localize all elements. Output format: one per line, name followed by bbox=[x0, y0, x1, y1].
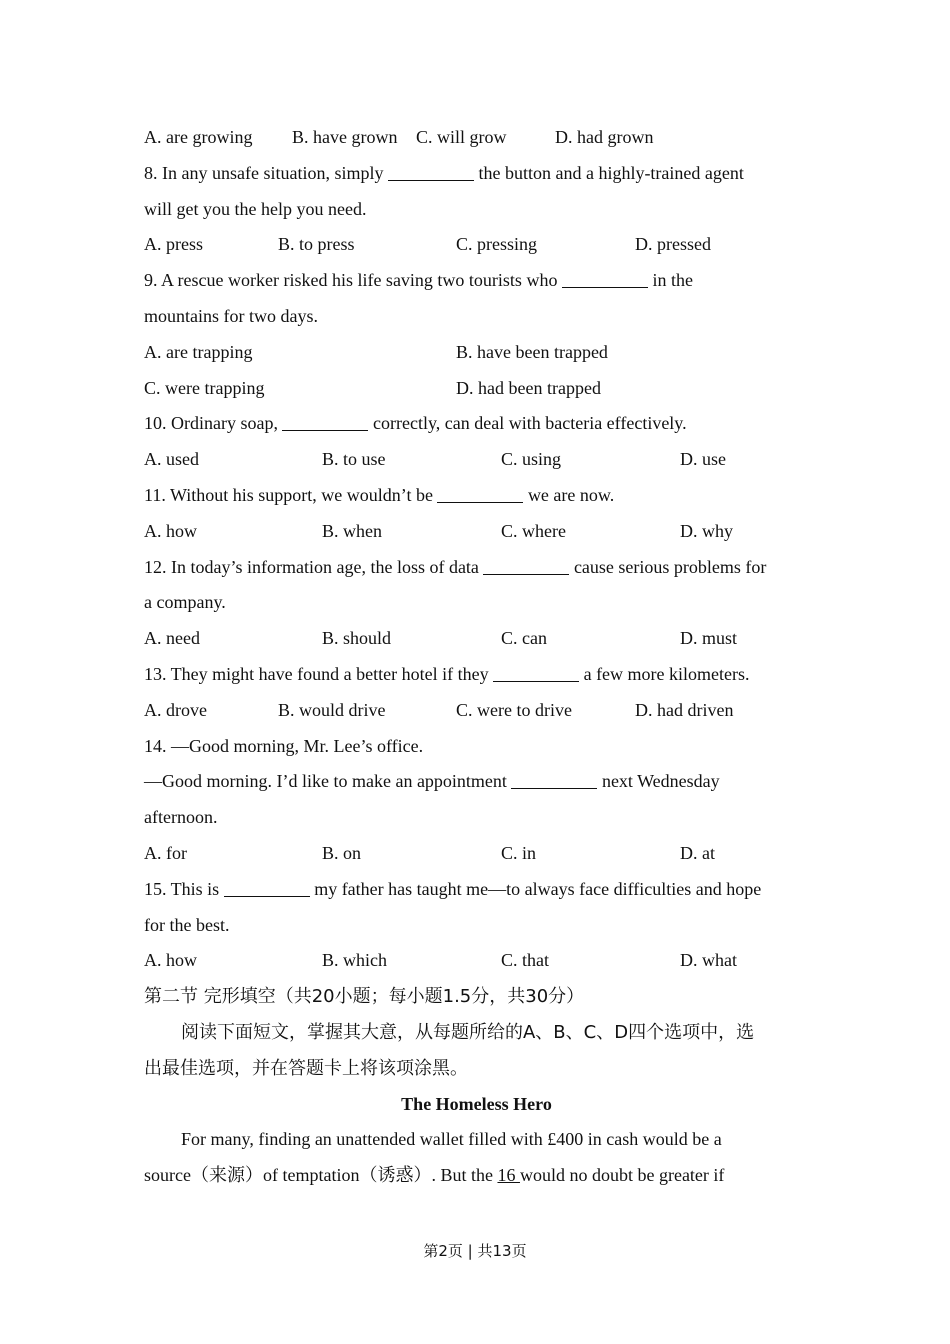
q13-stem-pre: 13. They might have found a better hotel if they bbox=[144, 663, 494, 684]
q14-blank bbox=[511, 768, 597, 789]
q11-blank bbox=[437, 482, 523, 503]
section-instruction-line2: 出最佳选项，并在答题卡上将该项涂黑。 bbox=[144, 1057, 468, 1079]
q13-stem bbox=[144, 657, 809, 693]
q14-stem-post: next Wednesday bbox=[597, 771, 720, 792]
q9-option-d: D. had been trapped bbox=[456, 377, 601, 398]
passage-line2-d: would no doubt be greater if bbox=[519, 1165, 725, 1186]
q14-option-a: A. for bbox=[144, 842, 187, 863]
q9-stem-pre: 9. A rescue worker risked his life saving two tourists who bbox=[144, 270, 562, 291]
q8-stem bbox=[144, 156, 809, 192]
q15-options bbox=[144, 943, 809, 979]
q12-option-d: D. must bbox=[680, 628, 738, 649]
q13-option-a: A. drove bbox=[144, 699, 207, 720]
q12-option-c: C. can bbox=[501, 628, 547, 649]
q15-option-d: D. what bbox=[680, 950, 737, 971]
q8-option-c: C. pressing bbox=[456, 234, 537, 255]
q14-option-c: C. in bbox=[501, 842, 537, 863]
q8-option-d: D. pressed bbox=[635, 234, 711, 255]
q15-option-a: A. how bbox=[144, 950, 197, 971]
q8-stem-line2: will get you the help you need. bbox=[144, 198, 367, 219]
section-instruction-line1: 阅读下面短文，掌握其大意，从每题所给的A、B、C、D四个选项中，选 bbox=[181, 1021, 755, 1043]
q15-stem bbox=[144, 872, 809, 908]
q11-stem-pre: 11. Without his support, we wouldn’t be bbox=[144, 484, 438, 505]
q8-stem-post: the button and a highly-trained agent bbox=[473, 162, 744, 183]
q12-options bbox=[144, 621, 809, 657]
q12-stem-post: cause serious problems for bbox=[569, 556, 767, 577]
q15-option-b: B. which bbox=[322, 950, 387, 971]
q13-option-b: B. would drive bbox=[278, 699, 386, 720]
q9-option-b: B. have been trapped bbox=[456, 341, 608, 362]
q8-options bbox=[144, 227, 809, 263]
q8-option-a: A. press bbox=[144, 234, 203, 255]
q13-option-d: D. had driven bbox=[635, 699, 734, 720]
q14-stem-pre: —Good morning. I’d like to make an appointment bbox=[144, 771, 512, 792]
passage-title: The Homeless Hero bbox=[401, 1093, 552, 1114]
q14-stem-line3: afternoon. bbox=[144, 807, 218, 828]
q10-blank bbox=[282, 410, 368, 431]
q12-stem-line2: a company. bbox=[144, 592, 226, 613]
q11-option-c: C. where bbox=[501, 520, 566, 541]
q15-stem-line2: for the best. bbox=[144, 914, 230, 935]
q9-stem-line2: mountains for two days. bbox=[144, 305, 318, 326]
q7-option-b: B. have grown bbox=[292, 127, 398, 147]
q10-option-a: A. used bbox=[144, 449, 199, 470]
q10-option-b: B. to use bbox=[322, 449, 386, 470]
q9-blank bbox=[562, 267, 648, 288]
section-heading: 第二节 完形填空（共20小题；每小题1.5分，共30分） bbox=[144, 986, 585, 1008]
page-footer: 第2页 | 共13页 bbox=[423, 1242, 527, 1260]
passage-line2-b: of temptation bbox=[262, 1165, 360, 1186]
q7-options bbox=[144, 120, 809, 156]
passage-gloss-source: （来源） bbox=[190, 1165, 263, 1187]
q11-stem bbox=[144, 478, 809, 514]
q11-option-b: B. when bbox=[322, 520, 382, 541]
q14-stem-line1: 14. —Good morning, Mr. Lee’s office. bbox=[144, 735, 424, 756]
q10-options bbox=[144, 442, 809, 478]
q12-stem-pre: 12. In today’s information age, the loss of data bbox=[144, 556, 484, 577]
q11-options bbox=[144, 514, 809, 550]
q9-option-a: A. are trapping bbox=[144, 341, 253, 362]
q15-stem-pre: 15. This is bbox=[144, 878, 224, 899]
q9-stem bbox=[144, 263, 809, 299]
q10-option-c: C. using bbox=[501, 449, 562, 470]
passage-line2 bbox=[144, 1158, 809, 1194]
q15-blank bbox=[224, 876, 310, 897]
exam-page bbox=[144, 120, 809, 1194]
passage-line2-c: . But the bbox=[431, 1165, 498, 1186]
passage-gloss-temptation: （诱惑） bbox=[359, 1165, 432, 1187]
q13-blank bbox=[493, 661, 579, 682]
q15-stem-post: my father has taught me—to always face difficulties and hope bbox=[309, 878, 762, 899]
q10-option-d: D. use bbox=[680, 449, 726, 470]
q10-stem-post: correctly, can deal with bacteria effectively. bbox=[368, 413, 687, 434]
q8-stem-pre: 8. In any unsafe situation, simply bbox=[144, 162, 388, 183]
q7-option-a: A. are growing bbox=[144, 127, 253, 147]
q13-option-c: C. were to drive bbox=[456, 699, 572, 720]
q11-option-a: A. how bbox=[144, 520, 197, 541]
q12-option-b: B. should bbox=[322, 628, 392, 649]
q8-blank bbox=[388, 160, 474, 181]
blank-number-16: 16 bbox=[497, 1165, 520, 1186]
passage-line1: For many, finding an unattended wallet filled with £400 in cash would be a bbox=[181, 1129, 722, 1150]
q8-option-b: B. to press bbox=[278, 234, 355, 255]
q7-option-c: C. will grow bbox=[416, 127, 507, 147]
q9-options-row2 bbox=[144, 371, 809, 407]
q9-options-row1 bbox=[144, 335, 809, 371]
q14-options bbox=[144, 836, 809, 872]
q13-options bbox=[144, 693, 809, 729]
passage-line2-a: source bbox=[144, 1165, 191, 1186]
q14-option-d: D. at bbox=[680, 842, 715, 863]
q14-stem bbox=[144, 764, 809, 800]
q11-option-d: D. why bbox=[680, 520, 733, 541]
q10-stem-pre: 10. Ordinary soap, bbox=[144, 413, 283, 434]
q9-option-c: C. were trapping bbox=[144, 377, 265, 398]
q7-option-d: D. had grown bbox=[555, 127, 654, 147]
q12-option-a: A. need bbox=[144, 628, 200, 649]
q12-blank bbox=[483, 554, 569, 575]
q14-option-b: B. on bbox=[322, 842, 362, 863]
q12-stem bbox=[144, 550, 809, 586]
q15-option-c: C. that bbox=[501, 950, 549, 971]
q10-stem bbox=[144, 406, 809, 442]
q13-stem-post: a few more kilometers. bbox=[579, 663, 750, 684]
q9-stem-post: in the bbox=[647, 270, 693, 291]
q11-stem-post: we are now. bbox=[523, 484, 615, 505]
